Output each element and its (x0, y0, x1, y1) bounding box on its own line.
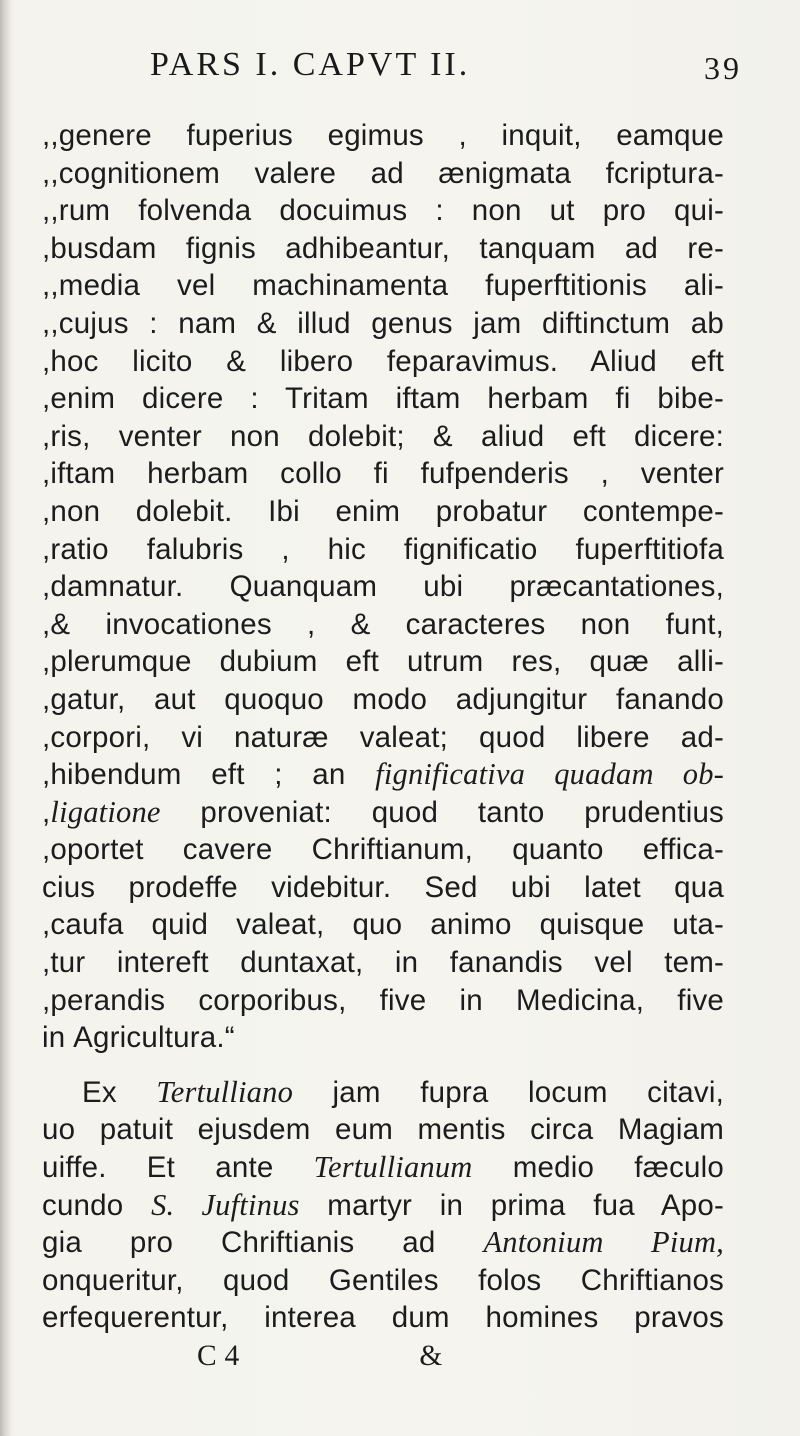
text-run: ,hibendum eft ; an (42, 758, 376, 792)
text-run: , (42, 795, 51, 829)
text-line: cius prodeffe videbitur. Sed ubi latet qua (42, 870, 724, 904)
text-line: ,,cognitionem valere ad ænigmata fcriptura- (42, 156, 724, 190)
signature-mark: C 4 (197, 1340, 240, 1372)
text-line: ,gatur, aut quoquo modo adjungitur fanando (42, 682, 724, 716)
text-line: ,damnatur. Quanquam ubi præcantationes, (42, 570, 724, 604)
text-line (42, 756, 724, 794)
text-line: ,plerumque dubium eft utrum res, quæ alli- (42, 645, 724, 679)
text-line: ,tur intereft duntaxat, in fanandis vel tem- (42, 946, 724, 980)
italic-run: fignificativa quadam ob- (375, 757, 725, 792)
text-line: onqueritur, quod Gentiles folos Chriftianos (42, 1263, 724, 1297)
text-line (42, 1187, 724, 1225)
running-head-title: PARS I. CAPVT II. (150, 46, 471, 83)
italic-run: Tertullianum (313, 1150, 473, 1185)
text-run: martyr in prima fua Apo- (299, 1188, 724, 1222)
text-run: cundo (42, 1188, 152, 1222)
text-run: jam fupra locum citavi, (293, 1075, 724, 1109)
text-run: medio fæculo (472, 1151, 724, 1185)
text-line: ,iftam herbam collo fi fufpenderis , venter (42, 457, 724, 491)
text-run: Ex (82, 1075, 157, 1109)
text-line: ,& invocationes , & caracteres non funt, (42, 607, 724, 641)
text-run: gia pro Chriftianis ad (42, 1226, 484, 1260)
binding-edge (0, 0, 12, 1436)
italic-run: Antonium Pium, (483, 1225, 724, 1260)
text-line: ,hoc licito & libero feparavimus. Aliud eft (42, 344, 724, 378)
body-text (42, 117, 724, 1375)
text-line: ,enim dicere : Tritam iftam herbam fi bibe- (42, 382, 724, 416)
text-line: ,,rum folvenda docuimus : non ut pro qui- (42, 194, 724, 228)
text-run: proveniat: quod tanto prudentius (160, 795, 724, 829)
text-line: ,perandis corporibus, five in Medicina, five (42, 983, 724, 1017)
text-run: uiffe. Et ante (42, 1151, 314, 1185)
text-line: ,busdam fignis adhibeantur, tanquam ad re- (42, 231, 724, 265)
text-line: ,,media vel machinamenta fuperftitionis ali- (42, 269, 724, 303)
text-line: ,oportet cavere Chriftianum, quanto effica- (42, 833, 724, 867)
text-line (42, 1149, 724, 1187)
paragraph-start-line (42, 1074, 724, 1112)
page-number: 39 (704, 50, 742, 86)
italic-run: ligatione (50, 794, 161, 829)
text-line: ,corpori, vi naturæ valeat; quod libere ad- (42, 720, 724, 754)
text-line (42, 1224, 724, 1262)
text-line: in Agricultura.“ (42, 1021, 235, 1055)
text-line: ,,cujus : nam & illud genus jam diftinctum ab (42, 306, 724, 340)
text-line: ,non dolebit. Ibi enim probatur contempe- (42, 494, 724, 528)
text-line: ,ris, venter non dolebit; & aliud eft dicere: (42, 419, 724, 453)
text-line: erfequerentur, interea dum homines pravos (42, 1301, 724, 1335)
italic-run: S. Juftinus (151, 1187, 300, 1222)
text-line: ,caufa quid valeat, quo animo quisque uta- (42, 908, 724, 942)
text-line: ,ratio falubris , hic fignificatio fuperftitiofa (42, 532, 724, 566)
italic-run: Tertulliano (156, 1074, 294, 1109)
running-head (150, 46, 742, 96)
text-line: ,,genere fuperius egimus , inquit, eamque (42, 119, 724, 152)
signature-line (42, 1337, 724, 1375)
text-line: uo patuit ejusdem eum mentis circa Magiam (42, 1113, 724, 1147)
text-line (42, 794, 724, 832)
catchword: & (419, 1340, 443, 1372)
